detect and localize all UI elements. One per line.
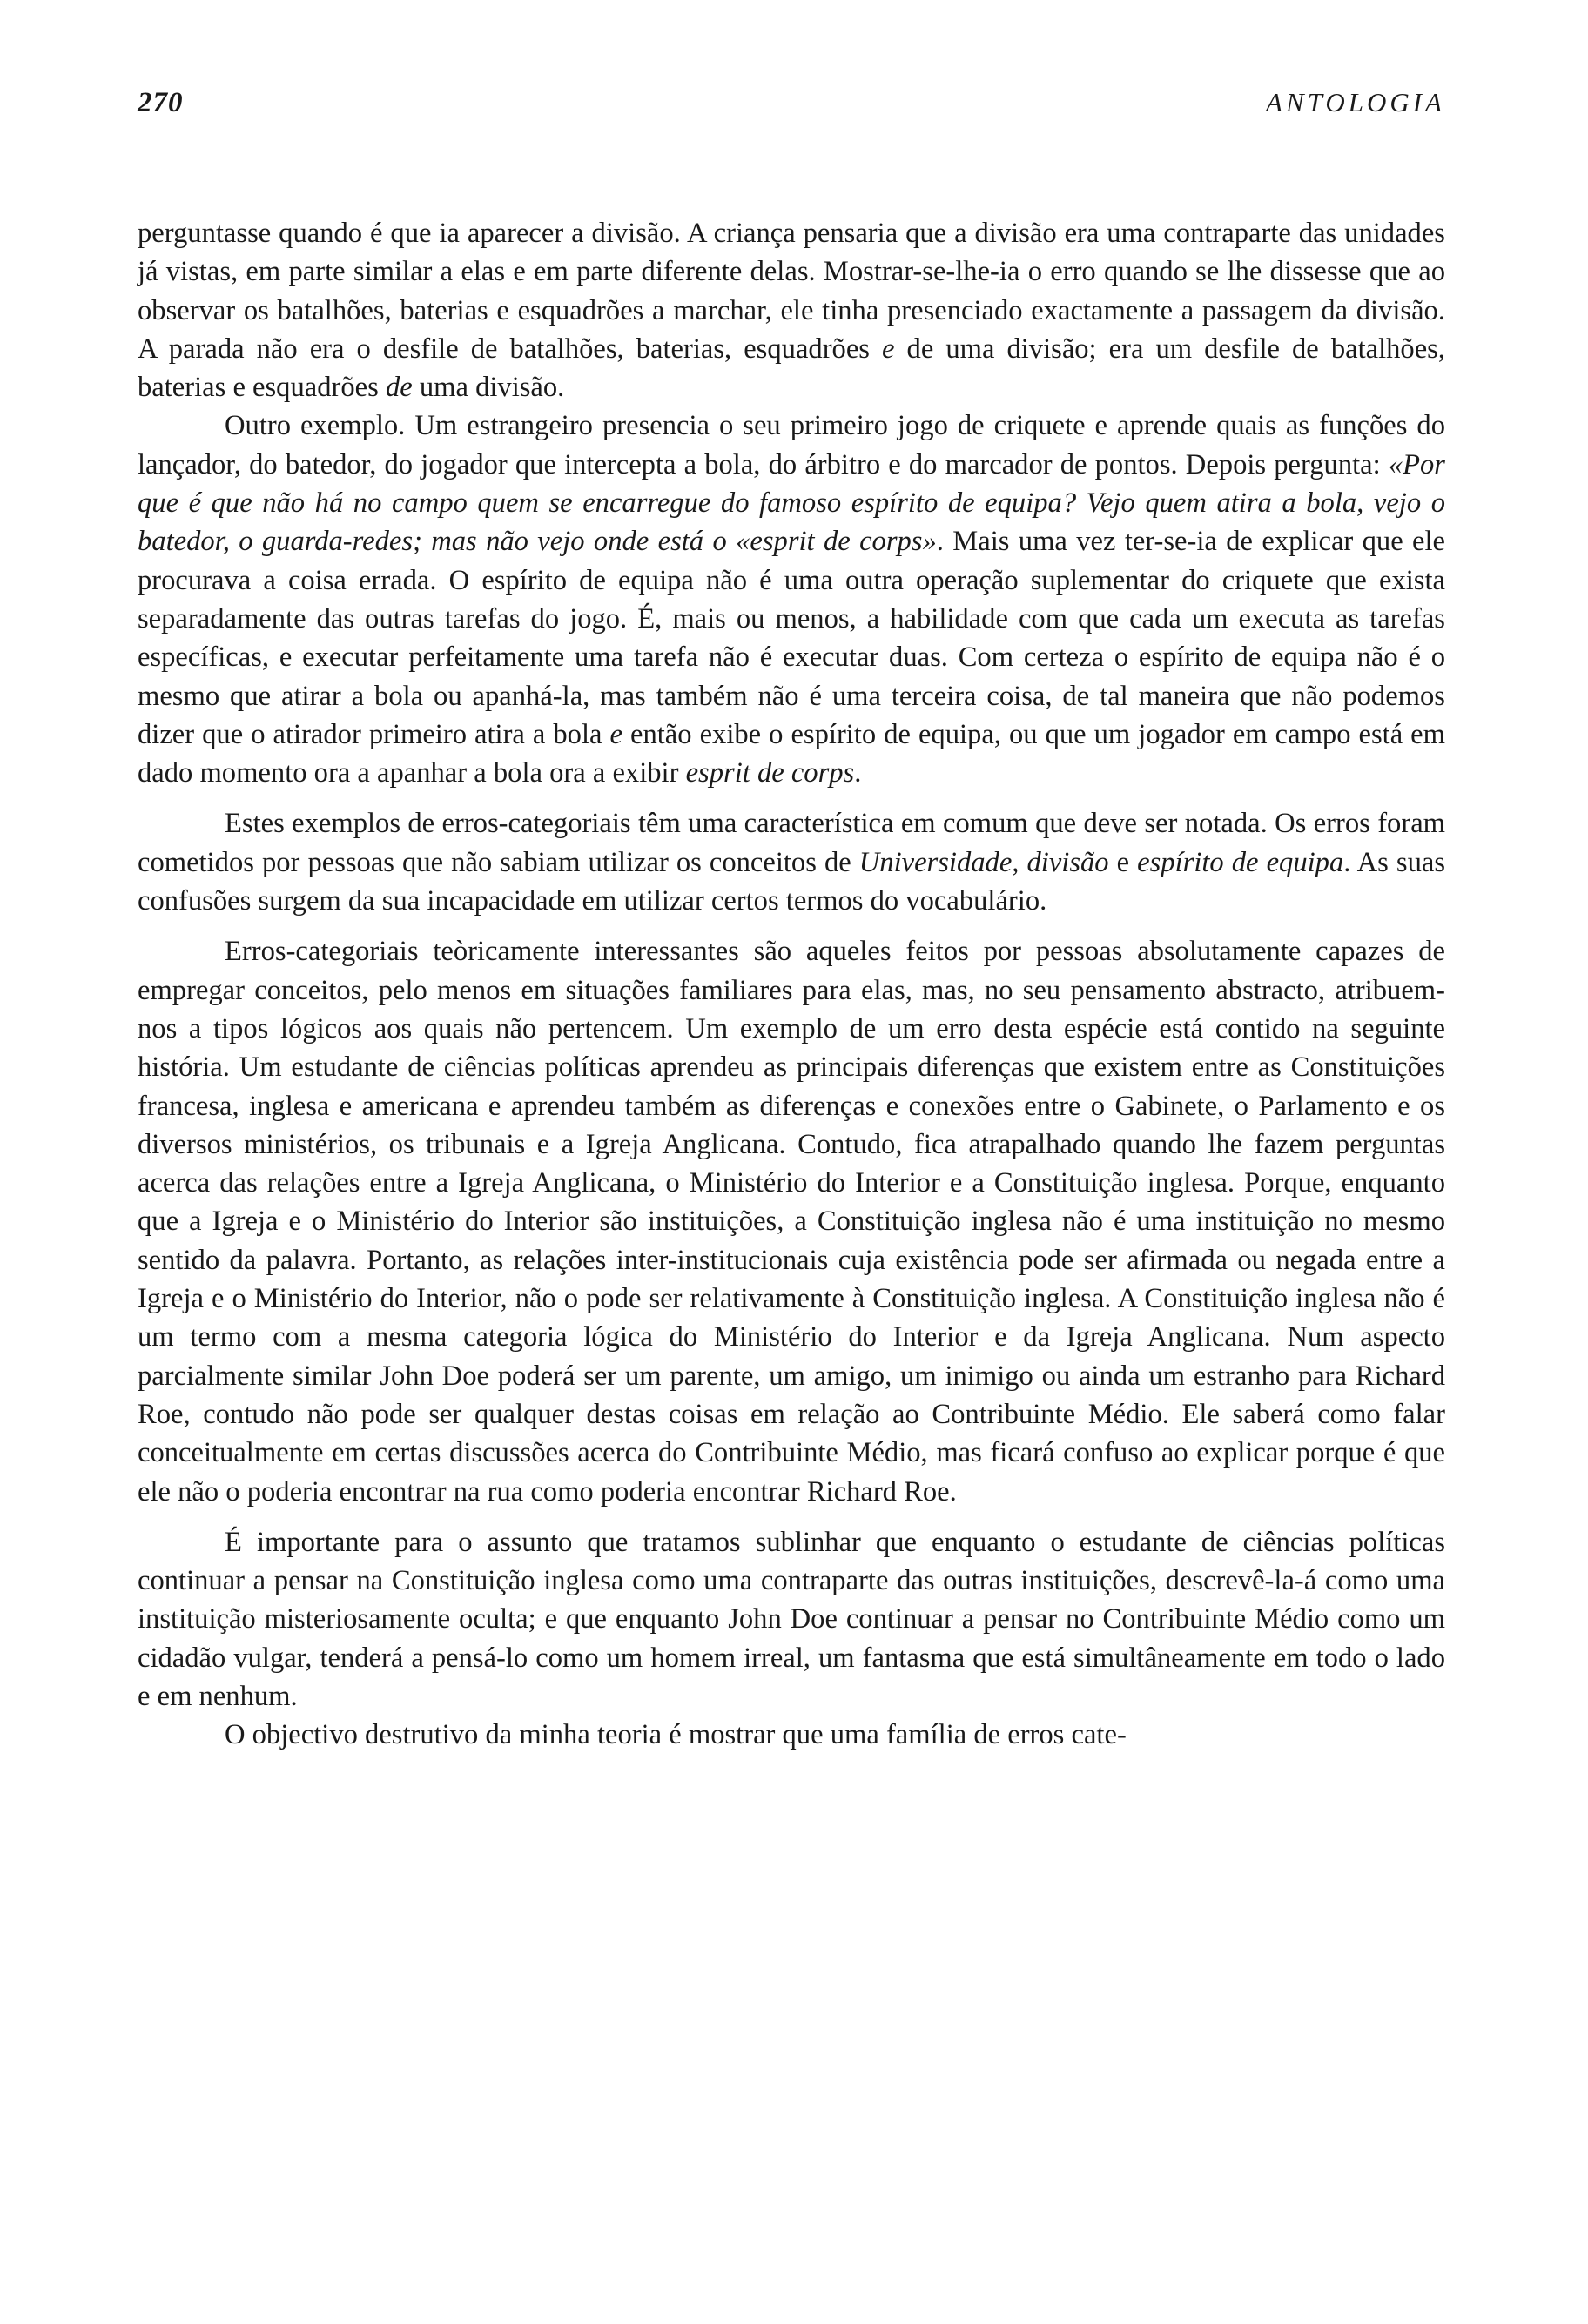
italic-text: e	[882, 332, 895, 365]
text-run: uma divisão.	[412, 372, 565, 404]
paragraph	[138, 214, 1445, 406]
paragraph	[138, 1523, 1445, 1716]
text-run: de uma divisão; era um desfile de batalhões, baterias e esquadrões	[138, 332, 1445, 404]
text-run: então exibe o espírito de equipa, ou que um jogador em campo está em dado momento ora a apanhar a bola ora a exibir	[138, 718, 1445, 789]
text-run: . Mais uma vez ter-se-ia de explicar que ele procurava a coisa errada. O espírito de equipa não é uma outra operação suplementar do criquete que exista separadamente das outras tarefas do jogo. É, mais ou menos, a habilidade com que cada um executa as tarefas específicas, e executar perfeitamente uma tarefa não é executar duas. Com certeza o espírito de equipa não é o mesmo que atirar a bola ou apanhá-la, mas também não é uma terceira coisa, de tal maneira que não podemos dizer que o atirador primeiro atira a bola	[138, 526, 1445, 750]
body-text	[138, 214, 1445, 1755]
text-run: Erros-categoriais teòricamente interessantes são aqueles feitos por pessoas absolutamente capazes de empregar conceitos, pelo menos em situações familiares para elas, mas, no seu pensamento abstracto, atribuem-nos a tipos lógicos aos quais não pertencem. Um exemplo de um erro desta espécie está contido na seguinte história. Um estudante de ciências políticas aprendeu as principais diferenças que existem entre as Constituições francesa, inglesa e americana e aprendeu também as diferenças e conexões entre o Gabinete, o Parlamento e os diversos ministérios, os tribunais e a Igreja Anglicana. Contudo, fica atrapalhado quando lhe fazem perguntas acerca das relações entre a Igreja Anglicana, o Ministério do Interior e a Constituição inglesa. Porque, enquanto que a Igreja e o Ministério do Interior são instituições, a Constituição inglesa não é uma instituição no mesmo sentido da palavra. Portanto, as relações inter-institucionais cuja existência pode ser afirmada ou negada entre a Igreja e o Ministério do Interior, não o pode ser relativamente à Constituição inglesa. A Constituição inglesa não é um termo com a mesma categoria lógica do Ministério do Interior e da Igreja Anglicana. Num aspecto parcialmente similar John Doe poderá ser um parente, um amigo, um inimigo ou ainda um estranho para Richard Roe, contudo não pode ser qualquer destas coisas em relação ao Contribuinte Médio. Ele saberá como falar conceitualmente em certas discussões acerca do Contribuinte Médio, mas ficará confuso ao explicar porque é que ele não o poderia encontrar na rua como poderia encontrar Richard Roe.	[138, 936, 1445, 1508]
paragraph	[138, 406, 1445, 792]
text-run: Outro exemplo. Um estrangeiro presencia o seu primeiro jogo de criquete e aprende quais as funções do lançador, do batedor, do jogador que intercepta a bola, do árbitro e do marcador de pontos. Depois pergunta:	[138, 410, 1445, 480]
book-page	[138, 87, 1445, 1755]
text-run: O objectivo destrutivo da minha teoria é mostrar que uma família de erros cate-	[225, 1719, 1127, 1751]
text-run: . As suas confusões surgem da sua incapacidade em utilizar certos termos do vocabulário.	[138, 846, 1446, 917]
running-head: ANTOLOGIA	[1266, 87, 1445, 118]
italic-text: espírito de equipa	[1137, 846, 1344, 878]
paragraph	[138, 804, 1445, 920]
text-run: .	[854, 757, 862, 789]
paragraph	[138, 1716, 1445, 1754]
text-run: perguntasse quando é que ia aparecer a divisão. A criança pensaria que a divisão era uma contraparte das unidades já vistas, em parte similar a elas e em parte diferente delas. Mostrar-se-lhe-ia o erro quando se lhe dissesse que ao observar os batalhões, baterias e esquadrões a marchar, ele tinha presenciado exactamente a passagem da divisão. A parada não era o desfile de batalhões, baterias, esquadrões	[138, 218, 1445, 365]
paragraph	[138, 932, 1445, 1510]
text-run: e	[1108, 846, 1138, 878]
italic-text: Universidade, divisão	[858, 846, 1109, 878]
italic-text: «Por que é que não há no campo quem se encarregue do famoso espírito de equipa? Vejo quem atira a bola, vejo o batedor, o guarda-redes; mas não vejo onde está o «esprit de corps»	[138, 448, 1445, 558]
page-number: 270	[138, 87, 184, 118]
italic-text: esprit de corps	[685, 757, 855, 789]
page-header	[138, 87, 1445, 139]
text-run: Estes exemplos de erros-categoriais têm uma característica em comum que deve ser notada. Os erros foram cometidos por pessoas que não sabiam utilizar os conceitos de	[138, 808, 1445, 878]
italic-text: de	[385, 372, 413, 404]
italic-text: e	[609, 718, 622, 750]
text-run: É importante para o assunto que tratamos sublinhar que enquanto o estudante de ciências políticas continuar a pensar na Constituição inglesa como uma contraparte das outras instituições, descrevê-la-á como uma instituição misteriosamente oculta; e que enquanto John Doe continuar a pensar no Contribuinte Médio como um cidadão vulgar, tenderá a pensá-lo como um homem irreal, um fantasma que está simultâneamente em todo o lado e em nenhum.	[138, 1526, 1445, 1712]
